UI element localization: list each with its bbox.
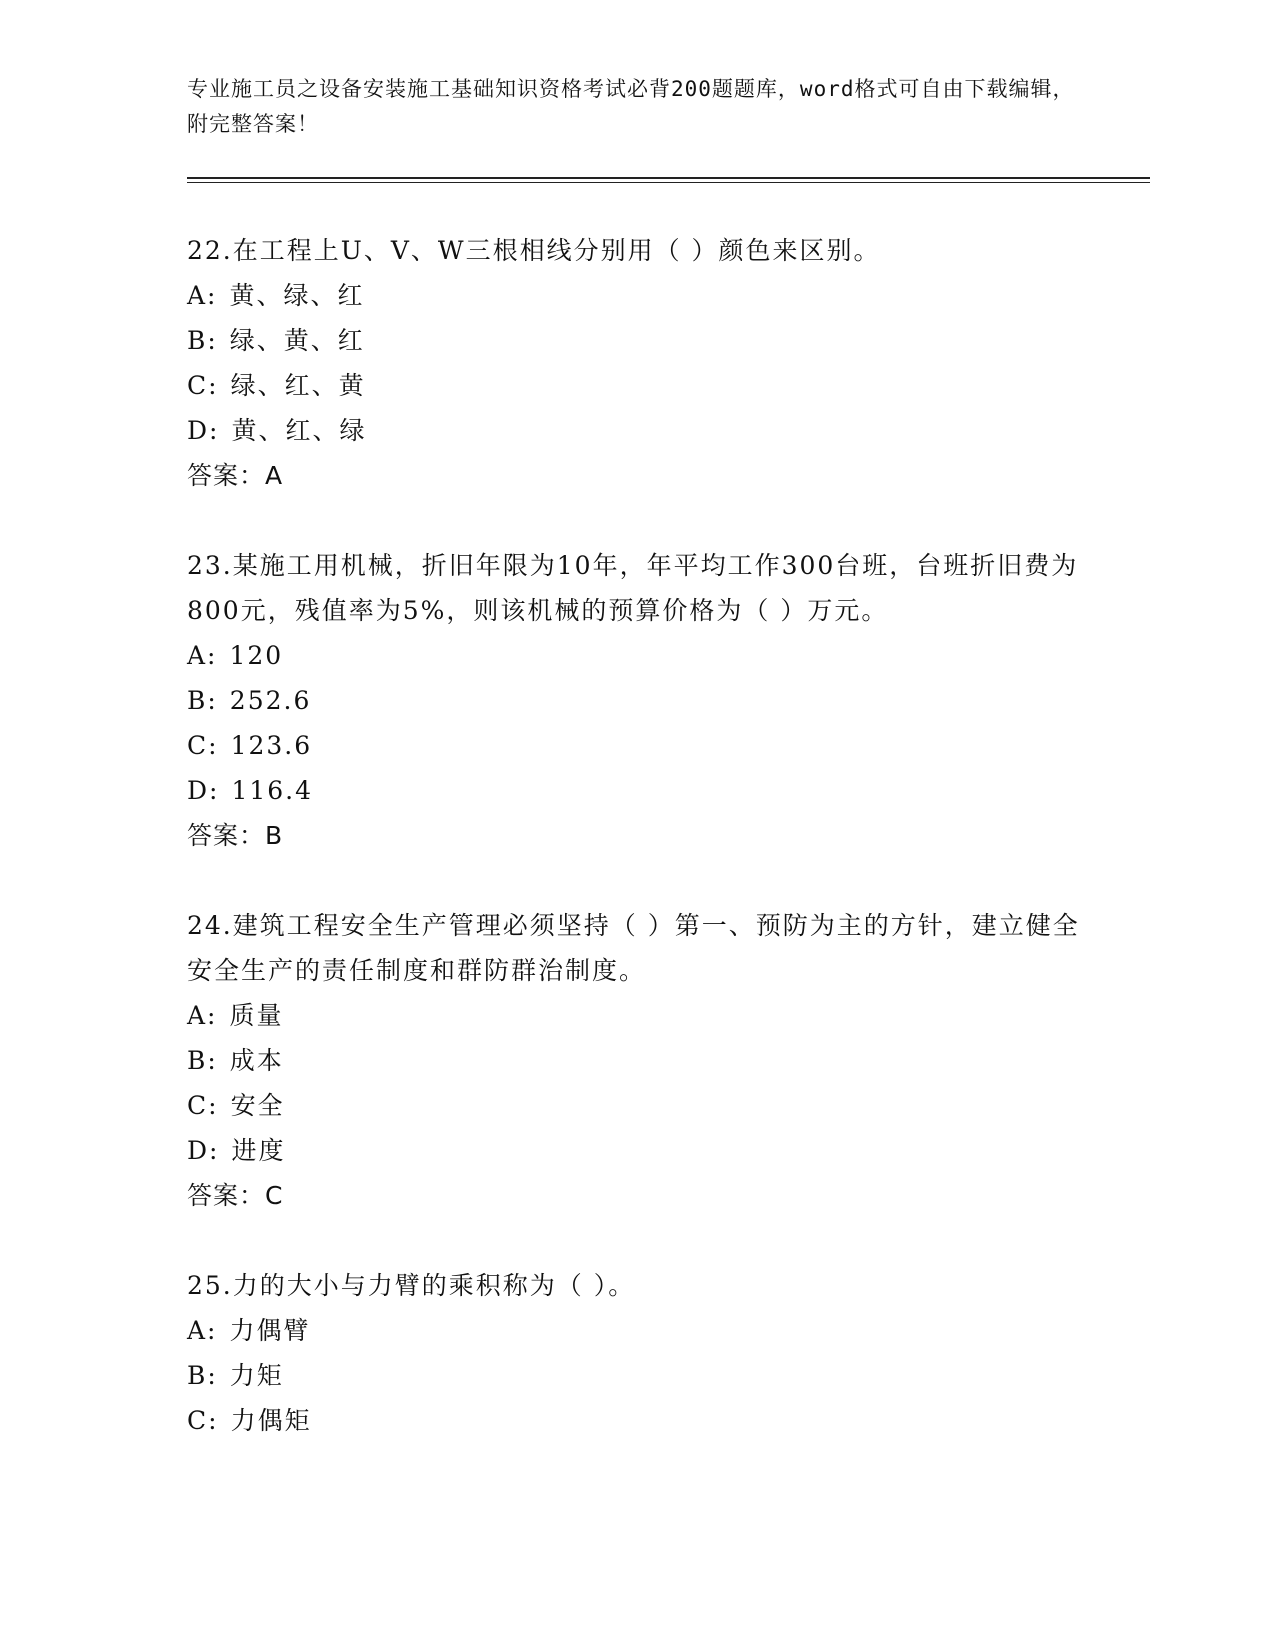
option-label: B:	[187, 1046, 218, 1075]
option-label: C:	[187, 1406, 219, 1435]
option-text: 绿、黄、红	[229, 326, 365, 355]
option-label: A:	[187, 281, 218, 310]
option-text: 力偶矩	[230, 1406, 312, 1435]
option-b	[187, 1038, 1087, 1083]
option-text: 252.6	[229, 686, 312, 715]
option-b	[187, 678, 1087, 723]
option-text: 安全	[230, 1091, 285, 1120]
option-label: C:	[187, 371, 219, 400]
header-rule-thin	[187, 182, 1150, 183]
option-text: 123.6	[230, 731, 313, 760]
option-b	[187, 1353, 1087, 1398]
option-text: 力矩	[229, 1361, 284, 1390]
option-a	[187, 273, 1087, 318]
option-label: C:	[187, 1091, 219, 1120]
question-number: 25.	[187, 1271, 233, 1300]
question-25	[187, 1263, 1087, 1443]
question-stem: 在工程上U、V、W三根相线分别用（ ）颜色来区别。	[232, 236, 881, 265]
option-label: B:	[187, 1361, 218, 1390]
option-text: 成本	[229, 1046, 284, 1075]
question-text	[187, 903, 1087, 993]
option-text: 120	[229, 641, 284, 670]
option-text: 116.4	[231, 776, 314, 805]
question-text	[187, 228, 1087, 273]
question-stem: 某施工用机械，折旧年限为10年，年平均工作300台班，台班折旧费为800元，残值率为5%，则该机械的预算价格为（ ）万元。	[187, 551, 1079, 625]
question-list	[187, 228, 1087, 1488]
option-d	[187, 1128, 1087, 1173]
answer: 答案：A	[187, 461, 284, 490]
question-stem: 力的大小与力臂的乘积称为（ ）。	[232, 1271, 636, 1300]
question-number: 23.	[187, 551, 233, 580]
answer: 答案：C	[187, 1181, 284, 1210]
option-text: 黄、红、绿	[231, 416, 367, 445]
option-text: 质量	[229, 1001, 284, 1030]
option-c	[187, 1398, 1087, 1443]
option-c	[187, 1083, 1087, 1128]
option-label: A:	[187, 1316, 218, 1345]
option-c	[187, 723, 1087, 768]
option-label: D:	[187, 1136, 220, 1165]
option-c	[187, 363, 1087, 408]
option-b	[187, 318, 1087, 363]
option-label: D:	[187, 416, 220, 445]
option-label: B:	[187, 686, 218, 715]
option-label: A:	[187, 1001, 218, 1030]
question-number: 22.	[187, 236, 233, 265]
option-label: D:	[187, 776, 220, 805]
option-a	[187, 993, 1087, 1038]
option-label: C:	[187, 731, 219, 760]
answer: 答案：B	[187, 821, 284, 850]
option-a	[187, 1308, 1087, 1353]
option-d	[187, 768, 1087, 813]
question-number: 24.	[187, 911, 233, 940]
header-rule-thick	[187, 177, 1150, 179]
option-label: A:	[187, 641, 218, 670]
option-text: 绿、红、黄	[230, 371, 366, 400]
question-text	[187, 1263, 1087, 1308]
document-header: 专业施工员之设备安装施工基础知识资格考试必背200题题库，word格式可自由下载编辑，附完整答案！	[187, 77, 1075, 136]
option-text: 力偶臂	[229, 1316, 311, 1345]
question-22	[187, 228, 1087, 498]
option-label: B:	[187, 326, 218, 355]
question-text	[187, 543, 1087, 633]
option-d	[187, 408, 1087, 453]
question-24	[187, 903, 1087, 1218]
option-text: 进度	[231, 1136, 286, 1165]
option-text: 黄、绿、红	[229, 281, 365, 310]
option-a	[187, 633, 1087, 678]
question-23	[187, 543, 1087, 858]
question-stem: 建筑工程安全生产管理必须坚持（ ）第一、预防为主的方针，建立健全安全生产的责任制度和群防群治制度。	[187, 911, 1080, 985]
